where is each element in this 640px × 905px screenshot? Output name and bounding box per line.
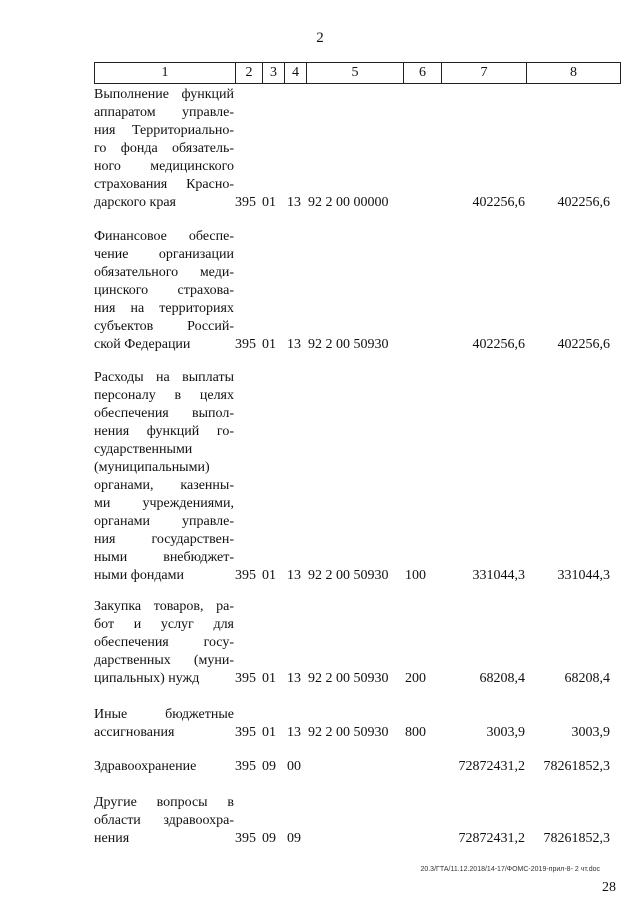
description-line: обязательного меди- xyxy=(94,265,234,280)
cell-col-8: 331044,3 xyxy=(557,568,610,583)
description-line: ния Территориально- xyxy=(94,123,234,138)
table-row xyxy=(94,228,620,354)
cell-col-3: 01 xyxy=(262,725,276,740)
cell-col-7: 331044,3 xyxy=(472,568,525,583)
cell-col-5: 92 2 00 50930 xyxy=(308,568,389,583)
cell-col-5: 92 2 00 50930 xyxy=(308,671,389,686)
description-line: обеспечения выпол- xyxy=(94,406,234,421)
header-col-3: 3 xyxy=(263,63,285,84)
description-line: ными фондами xyxy=(94,568,185,583)
description-line: органами, казенны- xyxy=(94,478,234,493)
cell-col-3: 01 xyxy=(262,337,276,352)
description-line: сударственными xyxy=(94,442,193,457)
cell-col-7: 68208,4 xyxy=(479,671,525,686)
cell-col-8: 402256,6 xyxy=(557,337,610,352)
cell-col-8: 3003,9 xyxy=(571,725,610,740)
cell-col-4: 00 xyxy=(287,759,301,774)
table-row xyxy=(94,794,620,848)
description-line: чение организации xyxy=(94,247,234,262)
cell-col-5: 92 2 00 50930 xyxy=(308,337,389,352)
description-line: субъектов Россий- xyxy=(94,319,234,334)
description-line: персоналу в целях xyxy=(94,388,234,403)
page-number-bottom: 28 xyxy=(602,880,616,895)
description-line: нения xyxy=(94,831,130,846)
description-line: ными внебюджет- xyxy=(94,550,234,565)
description-line: органами управле- xyxy=(94,514,234,529)
cell-col-7: 402256,6 xyxy=(472,337,525,352)
header-row xyxy=(95,63,621,84)
description-line: Выполнение функций xyxy=(94,87,234,102)
cell-col-3: 01 xyxy=(262,671,276,686)
row-description xyxy=(94,86,234,212)
cell-col-6: 200 xyxy=(405,671,426,686)
cell-col-3: 01 xyxy=(262,568,276,583)
description-line: Здравоохранение xyxy=(94,759,197,774)
description-line: бот и услуг для xyxy=(94,617,234,632)
description-line: Закупка товаров, ра- xyxy=(94,599,234,614)
description-line: дарственных (муни- xyxy=(94,653,234,668)
description-line: ципальных) нужд xyxy=(94,671,200,686)
description-line: аппаратом управле- xyxy=(94,105,234,120)
cell-col-4: 09 xyxy=(287,831,301,846)
row-description xyxy=(94,758,234,776)
description-line: обеспечения госу- xyxy=(94,635,234,650)
cell-col-8: 402256,6 xyxy=(557,195,610,210)
cell-col-2: 395 xyxy=(235,725,256,740)
description-line: Финансовое обеспе- xyxy=(94,229,234,244)
row-description xyxy=(94,794,234,848)
cell-col-2: 395 xyxy=(235,337,256,352)
header-col-5: 5 xyxy=(307,63,404,84)
cell-col-2: 395 xyxy=(235,195,256,210)
header-col-4: 4 xyxy=(285,63,307,84)
page-number-top: 2 xyxy=(316,30,324,46)
table-row xyxy=(94,598,620,688)
cell-col-3: 09 xyxy=(262,831,276,846)
cell-col-6: 100 xyxy=(405,568,426,583)
header-col-7: 7 xyxy=(442,63,527,84)
description-line: ской Федерации xyxy=(94,337,191,352)
description-line: дарского края xyxy=(94,195,176,210)
cell-col-4: 13 xyxy=(287,725,301,740)
cell-col-3: 09 xyxy=(262,759,276,774)
description-line: страхования Красно- xyxy=(94,177,234,192)
description-line: (муниципальными) xyxy=(94,460,210,475)
table-row xyxy=(94,706,620,742)
row-description xyxy=(94,369,234,585)
cell-col-5: 92 2 00 50930 xyxy=(308,725,389,740)
row-description xyxy=(94,228,234,354)
cell-col-2: 395 xyxy=(235,671,256,686)
cell-col-4: 13 xyxy=(287,337,301,352)
cell-col-6: 800 xyxy=(405,725,426,740)
table-row xyxy=(94,369,620,585)
header-col-6: 6 xyxy=(404,63,442,84)
description-line: цинского страхова- xyxy=(94,283,234,298)
description-line: области здравоохра- xyxy=(94,813,234,828)
cell-col-3: 01 xyxy=(262,195,276,210)
description-line: ми учреждениями, xyxy=(94,496,234,511)
description-line: го фонда обязатель- xyxy=(94,141,234,156)
footer-document-path: 20.3/ГТА/11.12.2018/14-17/ФОМС-2019-прил-8- 2 чт.doc xyxy=(420,866,600,873)
table-row xyxy=(94,758,620,776)
description-line: Иные бюджетные xyxy=(94,707,234,722)
description-line: Другие вопросы в xyxy=(94,795,234,810)
row-description xyxy=(94,598,234,688)
description-line: ассигнования xyxy=(94,725,175,740)
cell-col-2: 395 xyxy=(235,759,256,774)
header-col-8: 8 xyxy=(527,63,621,84)
cell-col-4: 13 xyxy=(287,671,301,686)
table-row xyxy=(94,86,620,212)
cell-col-7: 402256,6 xyxy=(472,195,525,210)
description-line: ния государствен- xyxy=(94,532,234,547)
cell-col-2: 395 xyxy=(235,831,256,846)
cell-col-2: 395 xyxy=(235,568,256,583)
cell-col-4: 13 xyxy=(287,568,301,583)
description-line: Расходы на выплаты xyxy=(94,370,234,385)
cell-col-7: 72872431,2 xyxy=(458,831,525,846)
row-description xyxy=(94,706,234,742)
header-col-2: 2 xyxy=(236,63,263,84)
header-col-1: 1 xyxy=(95,63,236,84)
description-line: ния на территориях xyxy=(94,301,234,316)
description-line: ного медицинского xyxy=(94,159,234,174)
cell-col-7: 72872431,2 xyxy=(458,759,525,774)
cell-col-8: 68208,4 xyxy=(564,671,610,686)
cell-col-8: 78261852,3 xyxy=(543,831,610,846)
column-header-table xyxy=(94,62,621,84)
cell-col-8: 78261852,3 xyxy=(543,759,610,774)
description-line: нения функций го- xyxy=(94,424,234,439)
cell-col-5: 92 2 00 00000 xyxy=(308,195,389,210)
cell-col-7: 3003,9 xyxy=(486,725,525,740)
cell-col-4: 13 xyxy=(287,195,301,210)
